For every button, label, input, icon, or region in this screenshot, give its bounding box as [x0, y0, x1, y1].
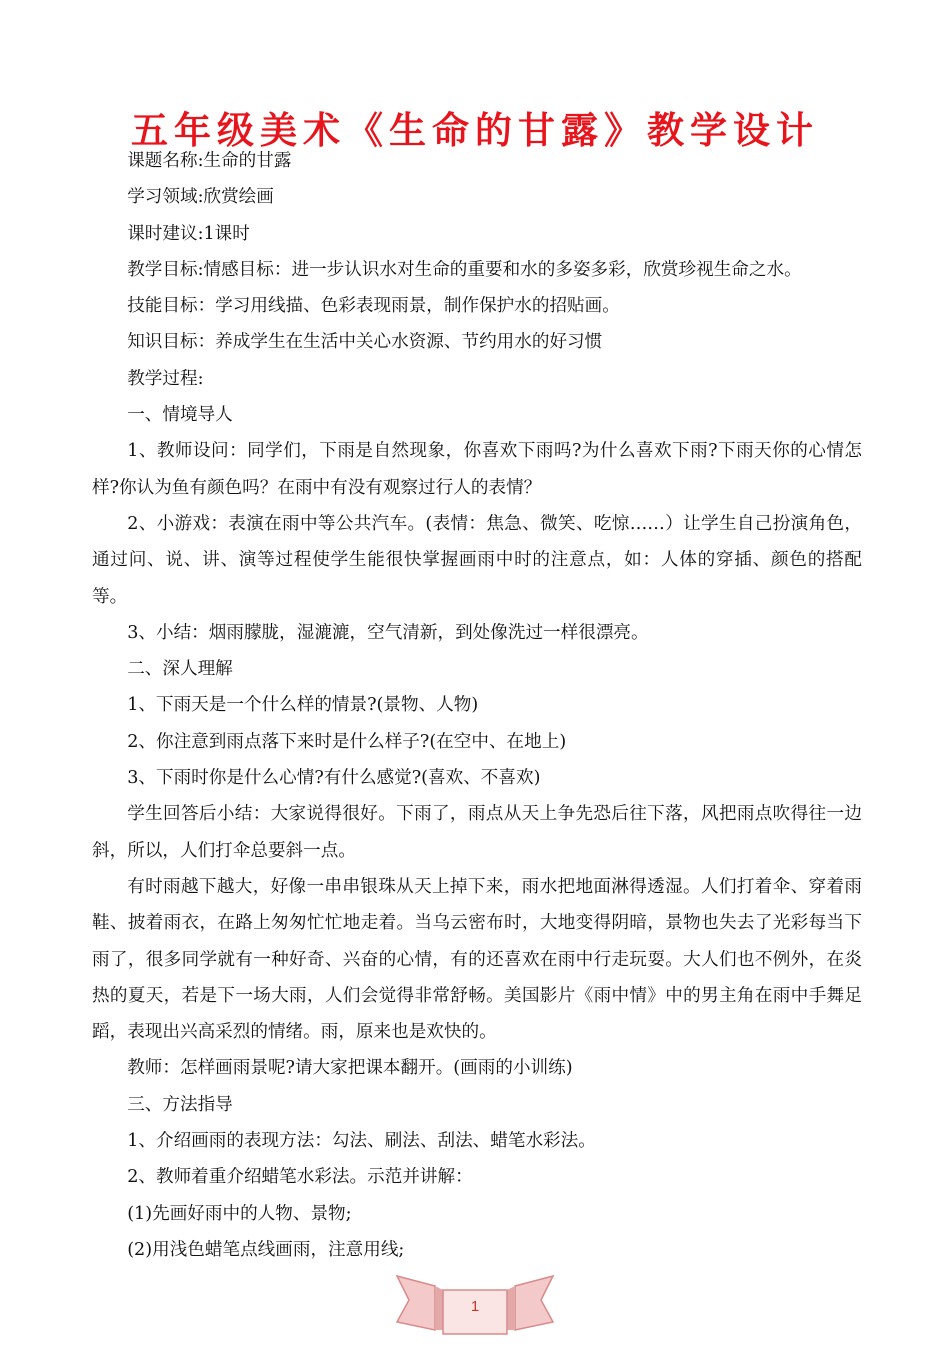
- page-number: 1: [470, 1298, 480, 1315]
- paragraph: (1)先画好雨中的人物、景物;: [127, 1203, 352, 1224]
- section-heading: 三、方法指导: [127, 1094, 233, 1115]
- paragraph: 有时雨越下越大，好像一串串银珠从天上掉下来，雨水把地面淋得透湿。人们打着伞、穿着雨鞋、披着雨衣，在路上匆匆忙忙地走着。当乌云密布时，大地变得阴暗，景物也失去了光彩每当下雨了，很多同学就有一种好奇、兴奋的心情，有的还喜欢在雨中行走玩耍。大人们也不例外，在炎热的夏天，若是下一场大雨，人们会觉得非常舒畅。美国影片《雨中情》中的男主角在雨中手舞足蹈，表现出兴高采烈的情绪。雨，原来也是欢快的。: [92, 876, 862, 1043]
- paragraph: 1、介绍画雨的表现方法：勾法、刷法、刮法、蜡笔水彩法。: [127, 1131, 596, 1152]
- paragraph: 1、教师设问：同学们，下雨是自然现象，你喜欢下雨吗?为什么喜欢下雨?下雨天你的心情怎样?你认为鱼有颜色吗？在雨中有没有观察过行人的表情？: [92, 441, 862, 498]
- paragraph: 2、小游戏：表演在雨中等公共汽车。(表情：焦急、微笑、吃惊……）让学生自己扮演角色，通过问、说、讲、演等过程使学生能很快掌握画雨中时的注意点，如：人体的穿插、颜色的搭配等。: [92, 513, 862, 607]
- paragraph: 3、小结：烟雨朦胧，湿漉漉，空气清新，到处像洗过一样很漂亮。: [127, 622, 649, 643]
- paragraph: 教学目标:情感目标：进一步认识水对生命的重要和水的多姿多彩，欣赏珍视生命之水。: [127, 259, 802, 280]
- paragraph: 技能目标：学习用线描、色彩表现雨景，制作保护水的招贴画。: [127, 296, 620, 317]
- paragraph: 学生回答后小结：大家说得很好。下雨了，雨点从天上争先恐后往下落，风把雨点吹得往一边斜，所以，人们打伞总要斜一点。: [92, 804, 862, 861]
- paragraph: 教学过程:: [127, 368, 204, 389]
- paragraph: 2、你注意到雨点落下来时是什么样子?(在空中、在地上): [127, 731, 567, 752]
- paragraph: 教师：怎样画雨景呢?请大家把课本翻开。(画雨的小训练): [127, 1058, 573, 1079]
- paragraph: 知识目标：养成学生在生活中关心水资源、节约用水的好习惯: [127, 332, 603, 353]
- paragraph: 课题名称:生命的甘露: [127, 151, 292, 171]
- page-number-badge: [395, 1270, 555, 1342]
- paragraph: 2、教师着重介绍蜡笔水彩法。示范并讲解：: [127, 1167, 473, 1188]
- section-heading: 二、深人理解: [127, 659, 233, 680]
- paragraph: 课时建议:1课时: [127, 223, 250, 244]
- paragraph: 3、下雨时你是什么心情?有什么感觉?(喜欢、不喜欢): [127, 768, 541, 789]
- paragraph: 1、下雨天是一个什么样的情景?(景物、人物): [127, 695, 479, 716]
- section-heading: 一、情境导人: [127, 405, 233, 426]
- paragraph: (2)用浅色蜡笔点线画雨，注意用线;: [127, 1239, 405, 1260]
- document-title: 五年级美术《生命的甘露》教学设计: [131, 108, 819, 152]
- paragraph: 学习领域:欣赏绘画: [127, 187, 274, 208]
- document-body: [92, 143, 862, 1268]
